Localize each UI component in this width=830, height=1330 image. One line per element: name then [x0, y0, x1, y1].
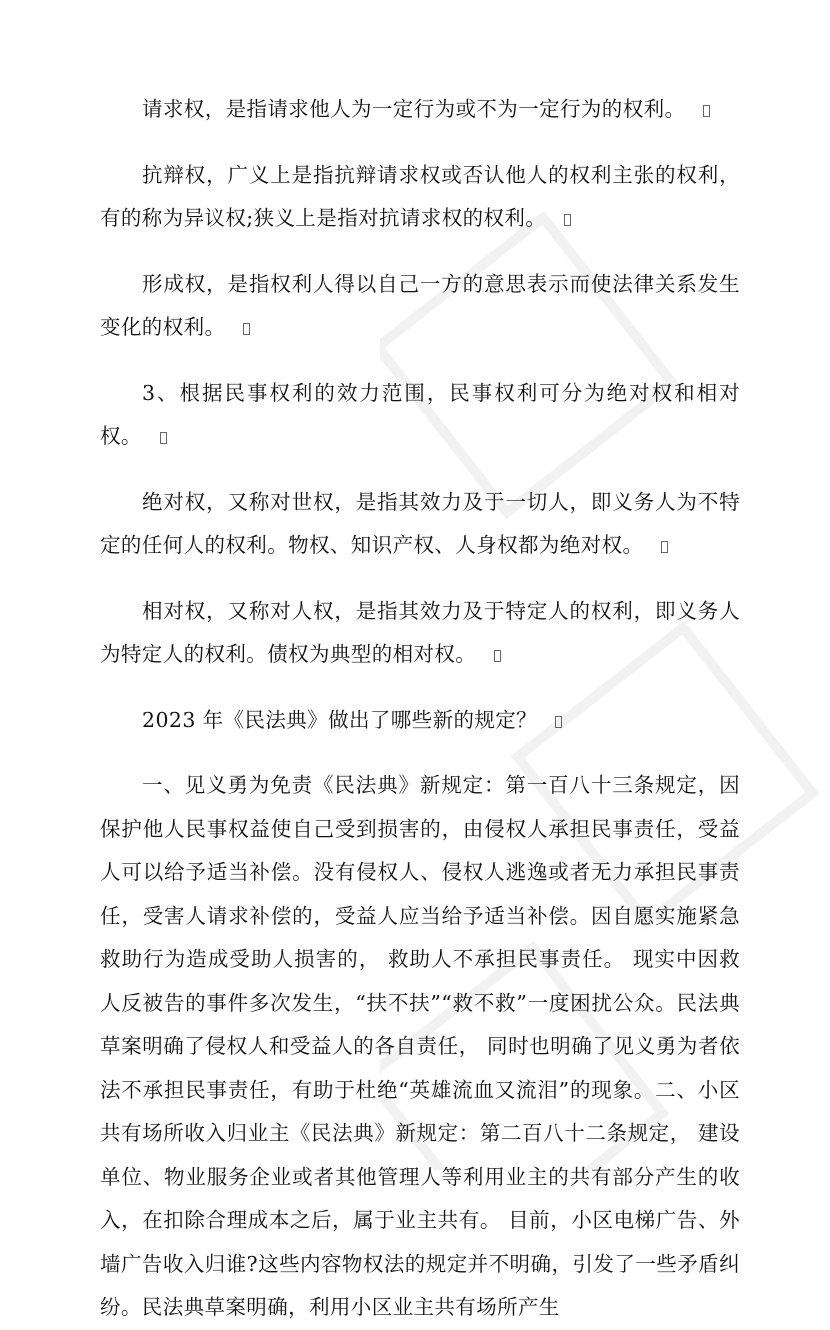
paragraph-absolute-right: 绝对权，又称对世权，是指其效力及于一切人，即义务人为不特定的任何人的权利。物权、知识产权、人身权都为绝对权。 [100, 489, 740, 557]
paragraph-mark-icon [555, 716, 562, 728]
paragraph-claim-right: 请求权，是指请求他人为一定行为或不为一定行为的权利。 [100, 88, 740, 132]
paragraph-mark-icon [564, 214, 571, 226]
paragraph-mark-icon [243, 323, 250, 335]
paragraph-relative-right: 相对权，又称对人权，是指其效力及于特定人的权利，即义务人为特定人的权利。债权为典型的相对权。 [100, 598, 740, 666]
document-body [100, 88, 740, 1330]
paragraph-mark-icon [661, 541, 668, 553]
paragraph-defense-right: 抗辩权，广义上是指抗辩请求权或否认他人的权利主张的权利，有的称为异议权;狭义上是指对抗请求权的权利。 [100, 162, 740, 230]
paragraph-mark-icon [160, 432, 167, 444]
paragraph-new-provisions: 一、见义勇为免责《民法典》新规定：第一百八十三条规定，因保护他人民事权益使自己受到损害的，由侵权人承担民事责任，受益人可以给予适当补偿。没有侵权人、侵权人逃逸或者无力承担民事责任，受害人请求补偿的，受益人应当给予适当补偿。因自愿实施紧急救助行为造成受助人损害的， 救助人不承担民事责任。 现实中因救人反被告的事件多次发生，“扶不扶”“救不救”一度困扰公众。民法典草案明确了侵权人和受益人的各自责任， 同时也明确了见义勇为者依法不承担民事责任，有助于杜绝“英雄流血又流泪”的现象。二、小区共有场所收入归业主《民法典》新规定：第二百八十二条规定， 建设单位、物业服务企业或者其他管理人等利用业主的共有部分产生的收入，在扣除合理成本之后，属于业主共有。 目前，小区电梯广告、外墙广告收入归谁?这些内容物权法的规定并不明确，引发了一些矛盾纠纷。民法典草案明确，利用小区业主共有场所产生 [100, 773, 740, 1319]
paragraph-formation-right: 形成权，是指权利人得以自己一方的意思表示而使法律关系发生变化的权利。 [100, 271, 740, 339]
paragraph-question-heading: 2023 年《民法典》做出了哪些新的规定？ [100, 699, 740, 743]
paragraph-classification: 3、根据民事权利的效力范围，民事权利可分为绝对权和相对权。 [100, 380, 740, 448]
paragraph-mark-icon [703, 105, 710, 117]
paragraph-mark-icon [494, 650, 501, 662]
